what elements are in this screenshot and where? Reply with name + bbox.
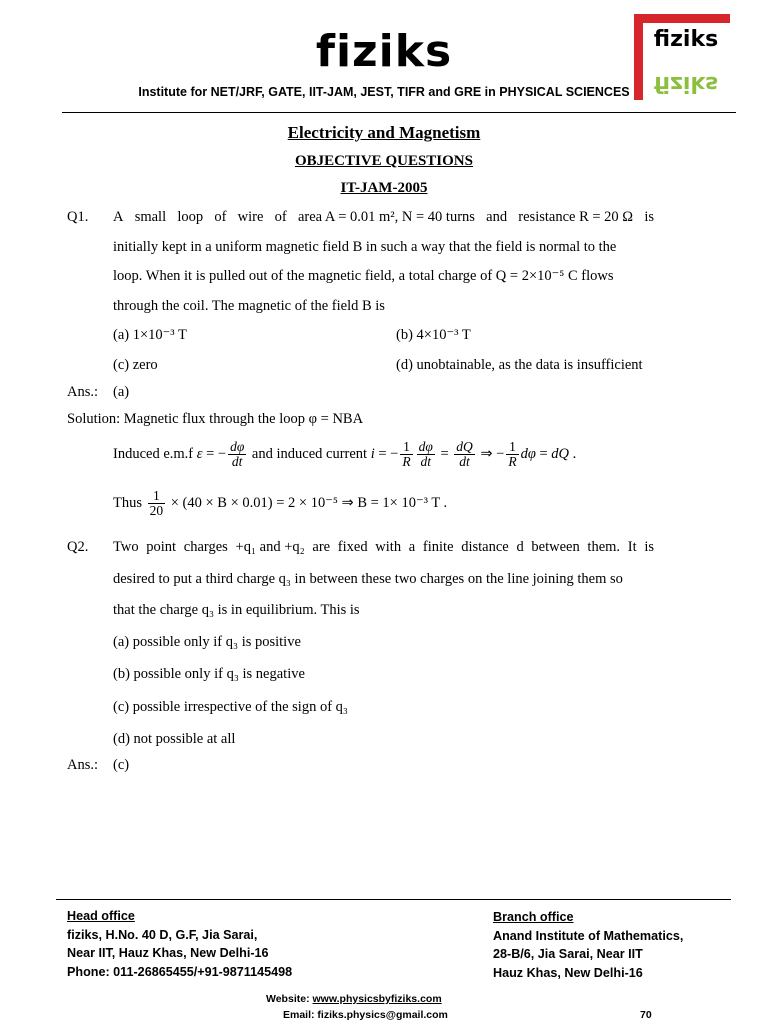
page-number: 70 [640, 1009, 652, 1021]
q1-option-a: (a) 1×10⁻³ T [113, 327, 187, 343]
header-rule [62, 112, 736, 113]
q2-option-d: (d) not possible at all [113, 731, 236, 747]
q1-line-4: through the coil. The magnetic of the field B is [113, 298, 385, 314]
email-line[interactable]: Email: fiziks.physics@gmail.com [283, 1009, 448, 1021]
logo-wordmark-reflection: fiziks [653, 71, 719, 96]
head-office-title: Head office [67, 909, 135, 923]
q1-option-c: (c) zero [113, 357, 158, 373]
website-link[interactable]: www.physicsbyfiziks.com [312, 993, 442, 1005]
q2-line-1: Two point charges +q₁ and +q₂ are fixed with a finite distance d between them. It is [113, 539, 654, 555]
head-office-line-1: fiziks, H.No. 40 D, G.F, Jia Sarai, [67, 927, 258, 942]
q1-solution-line-1: Solution: Magnetic flux through the loop φ = NBA [67, 411, 364, 427]
q2-number: Q2. [67, 539, 89, 555]
fiziks-logo [634, 14, 730, 100]
tagline: Institute for NET/JRF, GATE, IIT-JAM, JEST, TIFR and GRE in PHYSICAL SCIENCES [138, 85, 630, 99]
q1-line-3: loop. When it is pulled out of the magnetic field, a total charge of Q = 2×10⁻⁵ C flows [113, 268, 614, 284]
branch-office-line-1: Anand Institute of Mathematics, [493, 928, 684, 943]
head-office-line-2: Near IIT, Hauz Khas, New Delhi-16 [67, 946, 269, 960]
website-line [266, 993, 442, 1005]
q1-solution-result: Thus $\frac{1}{20}$ × (40 × B × 0.01) = 2 × 10⁻⁵ ⇒ B = 1× 10⁻³ T . [113, 488, 448, 519]
logo-left-bar [634, 14, 643, 100]
head-office-phone: Phone: 011-26865455/+91-9871145498 [67, 964, 293, 979]
q2-answer: (c) [113, 757, 130, 773]
q1-line-2: initially kept in a uniform magnetic field B in such a way that the field is normal to the [113, 239, 617, 255]
q1-number: Q1. [67, 209, 89, 225]
page-title: Electricity and Magnetism [287, 123, 481, 142]
branch-office-line-3: Hauz Khas, New Delhi-16 [493, 965, 643, 980]
brand-name: fiziks [315, 26, 453, 77]
branch-office [493, 908, 683, 982]
logo-wordmark: fiziks [653, 27, 719, 52]
q1-answer: (a) [113, 384, 130, 400]
q1-solution-emf: Induced e.m.f ε = − $\frac{d\varphi}{dt}$ and induced current i = − $\frac{1}{R}$ $\frac{d\varphi}{dt}$ = $\frac{dQ}{dt}$ ⇒ − $\frac{1}{R}$ dφ = dQ . [113, 439, 577, 470]
q1-line-1: A small loop of wire of area A = 0.01 m², N = 40 turns and resistance R = 20 Ω is [113, 209, 654, 225]
branch-office-line-2: 28-B/6, Jia Sarai, Near IIT [493, 947, 643, 961]
q1-option-b: (b) 4×10⁻³ T [396, 327, 471, 343]
q2-line-2: desired to put a third charge q₃ in between these two charges on the line joining them so [113, 571, 623, 587]
q2-option-a: (a) possible only if q₃ is positive [113, 634, 301, 650]
footer-rule [56, 899, 731, 900]
section-title: OBJECTIVE QUESTIONS [295, 153, 473, 169]
q2-answer-label: Ans.: [67, 757, 99, 773]
q1-answer-label: Ans.: [67, 384, 99, 400]
q2-option-c: (c) possible irrespective of the sign of q₃ [113, 699, 348, 715]
logo-top-bar [634, 14, 730, 23]
exam-title: IT-JAM-2005 [340, 180, 428, 196]
q2-option-b: (b) possible only if q₃ is negative [113, 666, 305, 682]
q1-option-d: (d) unobtainable, as the data is insufficient [396, 357, 643, 373]
branch-office-title: Branch office [493, 910, 574, 924]
q2-line-3: that the charge q₃ is in equilibrium. This is [113, 602, 360, 618]
website-label: Website: [266, 993, 310, 1005]
head-office [67, 907, 292, 981]
